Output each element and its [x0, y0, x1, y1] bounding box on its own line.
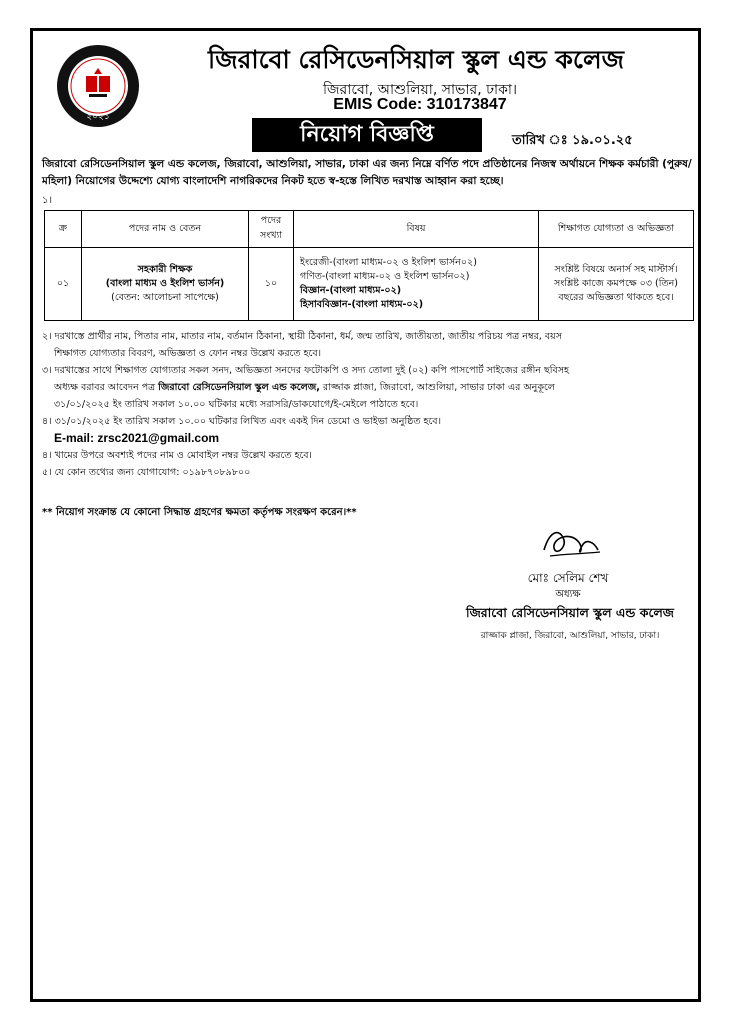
instruction-item: ২। দরখাস্তে প্রার্থীর নাম, পিতার নাম, মাতার নাম, বর্তমান ঠিকানা, স্থায়ী ঠিকানা, ধর্ম, জন্ম তারিখ, জাতীয়তা, জাতীয় পরিচয় পত্র নম্বর, বয়স: [42, 331, 563, 342]
section-number: ১।: [42, 195, 53, 206]
cell-count: ১০: [249, 248, 294, 321]
instruction-item: ৩। দরখাস্তের সাথে শিক্ষাগত যোগ্যতার সকল সনদ, অভিজ্ঞতা সনদের ফটোকপি ও সদ্য তোলা দুই (০২) কপি পাসপোর্ট সাইজের রঙ্গীন ছবিসহ: [42, 365, 570, 376]
table-header-row: [45, 211, 694, 248]
subject-item: ইংরেজী-(বাংলা মাধ্যম-০২ ও ইংলিশ ভার্সন০২): [300, 257, 477, 268]
cell-serial: ০১: [45, 248, 82, 321]
header-count: পদের সংখ্যা: [249, 211, 294, 248]
posts-table: [44, 210, 694, 321]
qualification-line: সংশ্লিষ্ট কাজে কমপক্ষে ০৩ (তিন) বছরের অভিজ্ঞতা থাকতে হবে।: [554, 278, 678, 303]
subject-item: গণিত-(বাংলা মাধ্যম-০২ ও ইংলিশ ভার্সন০২): [300, 271, 470, 282]
cell-post: [82, 248, 249, 321]
decision-note: ** নিয়োগ সংক্রান্ত যে কোনো সিদ্ধান্ত গ্রহণের ক্ষমতা কর্তৃপক্ষ সংরক্ষণ করেন।**: [42, 507, 357, 518]
signer-address: রাজ্জাক প্লাজা, জিরাবো, আশুলিয়া, সাভার, ঢাকা।: [480, 631, 660, 641]
signer-title: অধ্যক্ষ: [555, 589, 581, 600]
school-logo-icon: [56, 44, 140, 128]
cell-subjects: [294, 248, 539, 321]
notice-title: নিয়োগ বিজ্ঞপ্তি: [252, 118, 482, 152]
signature-icon: [536, 520, 606, 568]
intro-paragraph: জিরাবো রেসিডেনসিয়াল স্কুল এন্ড কলেজ, জিরাবো, আশুলিয়া, সাভার, ঢাকা এর জন্য নিম্নে বর্ণিত পদে প্রতিষ্ঠানের নিজস্ব অর্থায়নে শিক্ষক কর্মচারী (পুরুষ/মহিলা) নিয়োগের উদ্দেশ্যে যোগ্য বাংলাদেশি নাগরিকদের নিকট হতে স্ব-হস্তে লিখিত দরখাস্ত আহ্বান করা হচ্ছে।: [42, 158, 692, 187]
signer-institution: জিরাবো রেসিডেনসিয়াল স্কুল এন্ড কলেজ: [466, 605, 674, 620]
table-row: [45, 248, 694, 321]
header-serial: ক্র: [45, 211, 82, 248]
instructions-list: [42, 328, 694, 481]
signer-name: মোঃ সেলিম শেখ: [527, 571, 609, 585]
instruction-text: রাজ্জাক প্লাজা, জিরাবো, আশুলিয়া, সাভার ঢাকা এর অনুকূলে: [322, 382, 555, 393]
header-post: পদের নাম ও বেতন: [82, 211, 249, 248]
subject-item: হিসাববিজ্ঞান-(বাংলা মাধ্যম-০২): [300, 299, 424, 310]
cell-qualification: [539, 248, 694, 321]
subject-item: বিজ্ঞান-(বাংলা মাধ্যম-০২): [300, 285, 402, 296]
instruction-item: ৫। যে কোন তথ্যের জন্য যোগাযোগ: ০১৯৮৭০৮৯৮০০: [42, 467, 251, 478]
instruction-item: ৪। ৩১/০১/২০২৫ ইং তারিখ সকাল ১০.০০ ঘটিকার লিখিত এবং একই দিন ডেমো ও ভাইভা অনুষ্ঠিত হবে।: [42, 416, 441, 427]
post-version: (বাংলা মাধ্যম ও ইংলিশ ভার্সন): [105, 278, 225, 289]
qualification-line: সংশ্লিষ্ট বিষয়ে অনার্স সহ মাস্টার্স।: [554, 264, 678, 275]
logo-year: ২০২১: [86, 112, 110, 122]
institution-name: জিরাবো রেসিডেনসিয়াল স্কুল এন্ড কলেজ: [208, 45, 624, 74]
instruction-item: ৪। খামের উপরে অবশ্যই পদের নাম ও মোবাইল নম্বর উল্লেখ করতে হবে।: [42, 450, 312, 461]
header-subject: বিষয়: [294, 211, 539, 248]
instruction-bold: জিরাবো রেসিডেনসিয়াল স্কুল এন্ড কলেজ,: [158, 382, 320, 393]
instruction-item-cont: ৩১/০১/২০২৫ ইং তারিখ সকাল ১০.০০ ঘটিকার মধ্যে সরাসরি/ডাকযোগে/ই-মেইলে পাঠাতে হবে।: [54, 399, 419, 410]
instruction-item-cont: শিক্ষাগত যোগ্যতার বিবরণ, অভিজ্ঞতা ও ফোন নম্বর উল্লেখ করতে হবে।: [54, 348, 322, 359]
post-salary: (বেতন: আলোচনা সাপেক্ষে): [111, 292, 219, 303]
notice-date: তারিখ ঃ ১৯.০১.২৫: [512, 133, 633, 148]
post-title: সহকারী শিক্ষক: [137, 264, 193, 275]
header-qualification: শিক্ষাগত যোগ্যতা ও অভিজ্ঞতা: [539, 211, 694, 248]
instruction-item-cont: [42, 379, 694, 396]
contact-email: E-mail: zrsc2021@gmail.com: [54, 431, 220, 445]
institution-address: জিরাবো, আশুলিয়া, সাভার, ঢাকা।: [323, 82, 517, 98]
instruction-text: অধ্যক্ষ বরাবর আবেদন পত্র: [54, 382, 156, 393]
emis-code: EMIS Code: 310173847: [333, 96, 507, 113]
